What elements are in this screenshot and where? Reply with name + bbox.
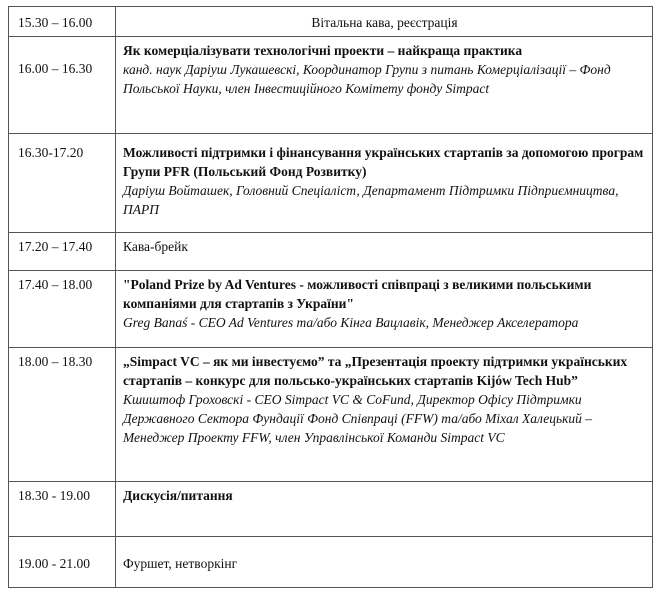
session-title: „Simpact VC – як ми інвестуємо” та „Презентація проекту підтримки українських стартапів – конкурс для польсько-українських стартапів Kijów Tech Hub” xyxy=(123,354,628,388)
session-title: Дискусія/питання xyxy=(123,488,233,503)
agenda-row xyxy=(9,233,653,271)
agenda-row xyxy=(9,348,653,482)
time-cell: 18.00 – 18.30 xyxy=(9,348,116,482)
session-title: Можливості підтримки і фінансування українських стартапів за допомогою програм Групи PFR (Польський Фонд Розвитку) xyxy=(123,145,644,179)
time-cell: 16.00 – 16.30 xyxy=(9,37,116,134)
time-cell: 19.00 - 21.00 xyxy=(9,537,116,588)
agenda-row xyxy=(9,37,653,134)
agenda-row xyxy=(9,482,653,537)
time-cell: 16.30-17.20 xyxy=(9,134,116,233)
agenda-row xyxy=(9,134,653,233)
time-cell: 17.40 – 18.00 xyxy=(9,271,116,348)
session-title: Як комерціалізувати технологічні проекти – найкраща практика xyxy=(123,43,523,58)
session-speaker: Кшиштоф Гроховскі - CEO Simpact VC & CoFund, Директор Офісу Підтримки Державного Сектора Фундації Фонд Співпраці (FFW) та/або Міхал Халецький – Менеджер Проекту FFW, член Управлінської Команди Simpact VC xyxy=(123,392,593,445)
session-text: Вітальна кава, реєстрація xyxy=(116,7,653,37)
agenda-row xyxy=(9,7,653,37)
agenda-row xyxy=(9,271,653,348)
time-cell: 15.30 – 16.00 xyxy=(9,7,116,37)
time-cell: 17.20 – 17.40 xyxy=(9,233,116,271)
time-cell: 18.30 - 19.00 xyxy=(9,482,116,537)
session-speaker: Даріуш Войташек, Головний Спеціаліст, Департамент Підтримки Підприємництва, ПАРП xyxy=(123,183,619,217)
agenda-row xyxy=(9,537,653,588)
session-speaker: канд. наук Даріуш Лукашевскі, Координатор Групи з питань Комерціалізації – Фонд Польської Науки, член Інвестиційного Комітету фонду Simpact xyxy=(123,62,611,96)
session-speaker: Greg Banaś - CEO Ad Ventures та/або Кінга Вацлавік, Менеджер Акселератора xyxy=(123,315,579,330)
session-text: Кава-брейк xyxy=(116,233,653,271)
session-text: Фуршет, нетворкінг xyxy=(116,537,653,588)
session-title: "Poland Prize by Ad Ventures - можливості співпраці з великими польськими компаніями для стартапів з України" xyxy=(123,277,592,311)
agenda-table xyxy=(8,6,653,588)
